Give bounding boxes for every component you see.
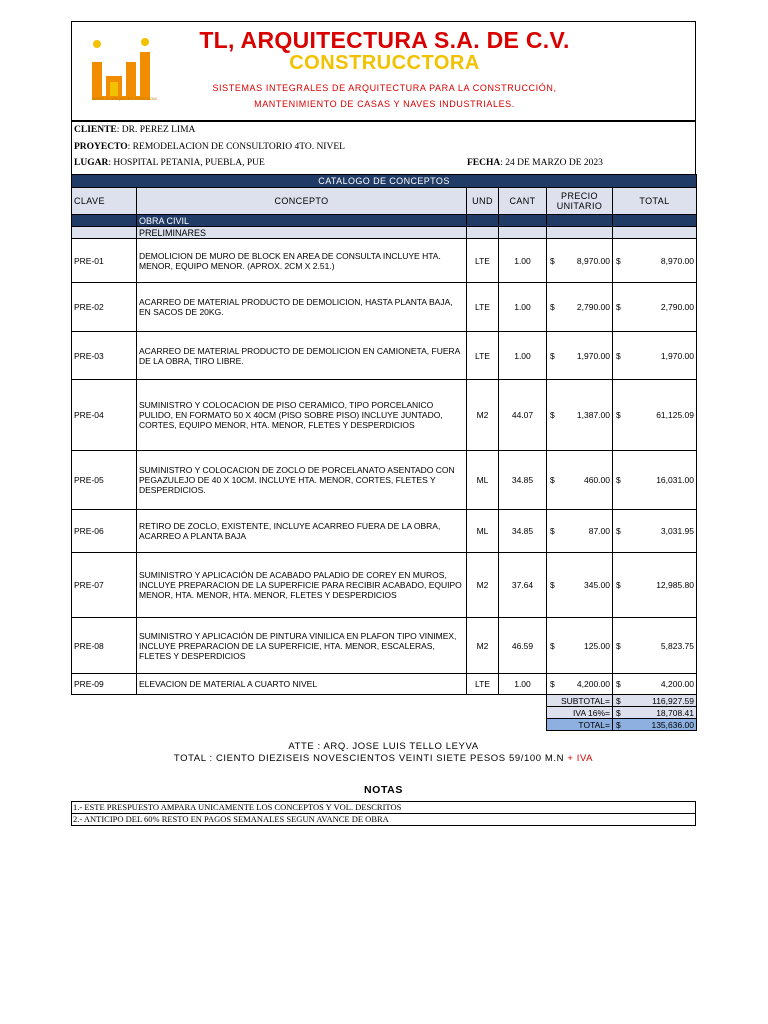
section-label: OBRA CIVIL — [137, 215, 467, 227]
cell-und: M2 — [467, 380, 499, 451]
tagline-line-1: SISTEMAS INTEGRALES DE ARQUITECTURA PARA LA CONSTRUCCIÓN, — [212, 83, 557, 93]
cell-precio: $ 345.00 — [547, 553, 613, 618]
notes-list — [71, 801, 696, 826]
cell-total: $ 8,970.00 — [613, 239, 697, 283]
cell-und: M2 — [467, 618, 499, 674]
header-precio: PRECIO UNITARIO — [547, 188, 613, 215]
header-und: UND — [467, 188, 499, 215]
cell-total: $ 5,823.75 — [613, 618, 697, 674]
cell-cant: 34.85 — [499, 510, 547, 553]
cell-concepto: ACARREO DE MATERIAL PRODUCTO DE DEMOLICION, HASTA PLANTA BAJA, EN SACOS DE 20KG. — [137, 283, 467, 332]
cell-cant: 1.00 — [499, 239, 547, 283]
cell-precio: $ 2,790.00 — [547, 283, 613, 332]
cell-clave: PRE-09 — [72, 674, 137, 695]
header-clave: CLAVE — [72, 188, 137, 215]
cell-cant: 1.00 — [499, 283, 547, 332]
total-in-words: TOTAL : CIENTO DIEZISEIS NOVESCIENTOS VEINTI SIETE PESOS 59/100 M.N + IVA — [173, 753, 594, 764]
cliente-row — [74, 125, 195, 135]
fecha-value: : 24 DE MARZO DE 2023 — [500, 158, 603, 168]
cell-total: $ 61,125.09 — [613, 380, 697, 451]
iva-label: IVA 16%= — [547, 707, 613, 719]
table-row — [72, 618, 697, 674]
cell-concepto: SUMINISTRO Y APLICACIÓN DE PINTURA VINILICA EN PLAFON TIPO VINIMEX, INCLUYE PREPARACION DE LA SUPERFICIE, HTA. MENOR, ESCALERAS, FLETES Y DESPERDICIOS — [137, 618, 467, 674]
cell-total: $ 1,970.00 — [613, 332, 697, 380]
cell-cant: 34.85 — [499, 451, 547, 510]
cell-cant: 1.00 — [499, 332, 547, 380]
company-name: TL, ARQUITECTURA S.A. DE C.V. — [199, 27, 570, 53]
cell-und: LTE — [467, 239, 499, 283]
total-value: $ 135,636.00 — [613, 719, 697, 731]
cell-concepto: ACARREO DE MATERIAL PRODUCTO DE DEMOLICION EN CAMIONETA, FUERA DE LA OBRA, TIRO LIBRE. — [137, 332, 467, 380]
header-total: TOTAL — [613, 188, 697, 215]
company-tagline — [172, 80, 597, 112]
fecha-row — [467, 158, 603, 168]
document-header — [71, 21, 696, 120]
cell-und: LTE — [467, 283, 499, 332]
table-row — [72, 510, 697, 553]
total-label: TOTAL= — [547, 719, 613, 731]
subtotal-row — [72, 695, 697, 707]
subtotal-label: SUBTOTAL= — [547, 695, 613, 707]
subsection-row — [72, 227, 697, 239]
subsection-label: PRELIMINARES — [137, 227, 467, 239]
proyecto-label: PROYECTO — [74, 142, 128, 152]
cell-concepto: RETIRO DE ZOCLO, EXISTENTE, INCLUYE ACARREO FUERA DE LA OBRA, ACARREO A PLANTA BAJA — [137, 510, 467, 553]
cell-total: $ 16,031.00 — [613, 451, 697, 510]
cell-precio: $ 460.00 — [547, 451, 613, 510]
cliente-label: CLIENTE — [74, 125, 117, 135]
table-row — [72, 553, 697, 618]
cell-concepto: ELEVACION DE MATERIAL A CUARTO NIVEL — [137, 674, 467, 695]
catalog-title: CATALOGO DE CONCEPTOS — [72, 175, 697, 188]
cell-clave: PRE-02 — [72, 283, 137, 332]
cell-precio: $ 8,970.00 — [547, 239, 613, 283]
table-row — [72, 283, 697, 332]
cell-concepto: SUMINISTRO Y APLICACIÓN DE ACABADO PALADIO DE COREY EN MUROS, INCLUYE PREPARACION DE LA SUPERFICIE PARA RECIBIR ACABADO, EQUIPO MENOR, HTA. MENOR, HTA. MENOR, FLETES Y DESPERDICIOS — [137, 553, 467, 618]
iva-note: + IVA — [567, 753, 594, 764]
cell-cant: 1.00 — [499, 674, 547, 695]
cell-precio: $ 4,200.00 — [547, 674, 613, 695]
cell-concepto: SUMINISTRO Y COLOCACION DE PISO CERAMICO, TIPO PORCELANICO PULIDO, EN FORMATO 50 X 40CM (PISO SOBRE PISO) INCLUYE JUNTADO, CORTES, EQUIPO MENOR, HTA. MENOR, FLETES Y DESPERDICIOS — [137, 380, 467, 451]
cell-clave: PRE-01 — [72, 239, 137, 283]
cell-concepto: SUMINISTRO Y COLOCACION DE ZOCLO DE PORCELANATO ASENTADO CON PEGAZULEJO DE 40 X 10CM. INCLUYE HTA. MENOR, CORTES, FLETES Y DESPERDICIOS. — [137, 451, 467, 510]
cell-clave: PRE-04 — [72, 380, 137, 451]
cell-concepto: DEMOLICION DE MURO DE BLOCK EN AREA DE CONSULTA INCLUYE HTA. MENOR, EQUIPO MENOR. (APROX. 2CM X 2.51.) — [137, 239, 467, 283]
cell-cant: 46.59 — [499, 618, 547, 674]
subtotal-value: $ 116,927.59 — [613, 695, 697, 707]
note-item: 1.- ESTE PRESPUESTO AMPARA UNICAMENTE LOS CONCEPTOS Y VOL. DESCRITOS — [73, 802, 402, 812]
iva-row — [72, 707, 697, 719]
table-row — [72, 332, 697, 380]
cell-cant: 44.07 — [499, 380, 547, 451]
cell-precio: $ 87.00 — [547, 510, 613, 553]
concepts-table — [71, 174, 697, 731]
fecha-label: FECHA — [467, 158, 501, 168]
signature-block — [71, 741, 696, 765]
cell-cant: 37.64 — [499, 553, 547, 618]
cliente-value: : DR. PEREZ LIMA — [116, 125, 196, 135]
cell-precio: $ 1,387.00 — [547, 380, 613, 451]
atte-line: ATTE : ARQ. JOSE LUIS TELLO LEYVA — [288, 741, 479, 752]
note-item: 2.- ANTICIPO DEL 60% RESTO EN PAGOS SEMANALES SEGUN AVANCE DE OBRA — [72, 813, 695, 825]
cell-clave: PRE-06 — [72, 510, 137, 553]
cell-total: $ 3,031.95 — [613, 510, 697, 553]
cell-precio: $ 125.00 — [547, 618, 613, 674]
lugar-label: LUGAR — [74, 158, 109, 168]
tagline-line-2: MANTENIMIENTO DE CASAS Y NAVES INDUSTRIALES. — [254, 99, 515, 109]
table-body — [72, 239, 697, 695]
iva-value: $ 18,708.41 — [613, 707, 697, 719]
logo-url: WWW.TL-ARQUITECTURA.COM — [92, 96, 157, 101]
table-row — [72, 674, 697, 695]
header-cant: CANT — [499, 188, 547, 215]
cell-clave: PRE-05 — [72, 451, 137, 510]
cell-precio: $ 1,970.00 — [547, 332, 613, 380]
cell-und: M2 — [467, 553, 499, 618]
table-row — [72, 451, 697, 510]
table-header-row — [72, 188, 697, 215]
section-row — [72, 215, 697, 227]
notes-title: NOTAS — [364, 784, 403, 796]
header-concepto: CONCEPTO — [137, 188, 467, 215]
cell-und: LTE — [467, 332, 499, 380]
cell-total: $ 4,200.00 — [613, 674, 697, 695]
cell-total: $ 12,985.80 — [613, 553, 697, 618]
client-info — [71, 120, 696, 174]
proyecto-row — [74, 142, 345, 152]
table-row — [72, 380, 697, 451]
cell-und: LTE — [467, 674, 499, 695]
cell-clave: PRE-07 — [72, 553, 137, 618]
cell-clave: PRE-03 — [72, 332, 137, 380]
proyecto-value: : REMODELACION DE CONSULTORIO 4TO. NIVEL — [127, 142, 345, 152]
quote-sheet — [71, 21, 696, 826]
company-subtitle: CONSTRUCCTORA — [289, 52, 480, 74]
cell-clave: PRE-08 — [72, 618, 137, 674]
cell-und: ML — [467, 451, 499, 510]
lugar-value: : HOSPITAL PETANIA, PUEBLA, PUE — [108, 158, 265, 168]
table-row — [72, 239, 697, 283]
lugar-row — [74, 158, 265, 168]
cell-und: ML — [467, 510, 499, 553]
cell-total: $ 2,790.00 — [613, 283, 697, 332]
total-row — [72, 719, 697, 731]
